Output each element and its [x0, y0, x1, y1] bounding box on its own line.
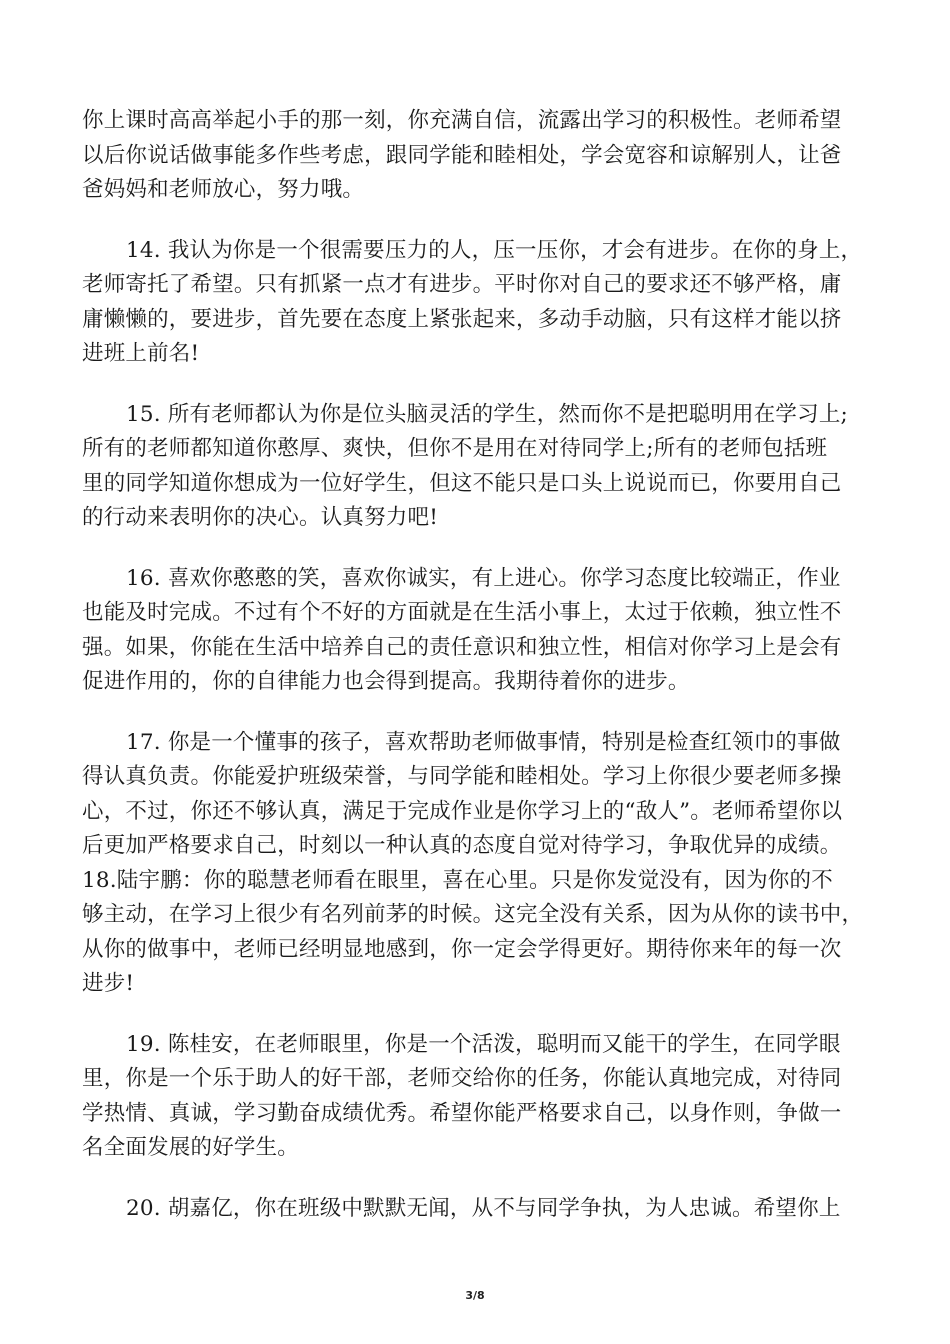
- text-line: 从你的做事中，老师已经明显地感到，你一定会学得更好。期待你来年的每一次: [82, 936, 842, 962]
- text-line: 老师寄托了希望。只有抓紧一点才有进步。平时你对自己的要求还不够严格，庸: [82, 272, 842, 297]
- paragraph-16: [82, 562, 882, 700]
- page-number: 3/8: [465, 1289, 485, 1302]
- text-line: 强。如果，你能在生活中培养自己的责任意识和独立性，相信对你学习上是会有: [82, 634, 842, 660]
- paragraph-spacer: [82, 208, 882, 234]
- paragraph-17-18: [82, 726, 882, 1002]
- text-line: 学热情、真诚，学习勤奋成绩优秀。希望你能严格要求自己，以身作则，争做一: [82, 1100, 842, 1126]
- text-line: 里，你是一个乐于助人的好干部，老师交给你的任务，你能认真地完成，对待同: [82, 1066, 842, 1091]
- paragraph-spacer: [82, 372, 882, 398]
- paragraph-spacer: [82, 700, 882, 726]
- text-line: 17. 你是一个懂事的孩子，喜欢帮助老师做事情，特别是检查红领巾的事做: [126, 729, 841, 755]
- paragraph-19: [82, 1028, 882, 1166]
- text-line: 15. 所有老师都认为你是位头脑灵活的学生，然而你不是把聪明用在学习上;: [126, 401, 848, 427]
- text-line: 促进作用的，你的自律能力也会得到提高。我期待着你的进步。: [82, 669, 690, 694]
- text-line: 得认真负责。你能爱护班级荣誉，与同学能和睦相处。学习上你很少要老师多操: [82, 764, 842, 789]
- text-line: 20. 胡嘉亿，你在班级中默默无闻，从不与同学争执，为人忠诚。希望你上: [126, 1195, 841, 1221]
- text-line: 爸妈妈和老师放心，努力哦。: [82, 177, 365, 202]
- text-line: 进步!: [82, 971, 135, 996]
- text-line: 里的同学知道你想成为一位好学生，但这不能只是口头上说说而已，你要用自己: [82, 470, 842, 496]
- text-line: 16. 喜欢你憨憨的笑，喜欢你诚实，有上进心。你学习态度比较端正，作业: [126, 565, 841, 591]
- paragraph-20: [82, 1192, 882, 1227]
- document-body: [82, 104, 882, 1226]
- text-line: 进班上前名!: [82, 341, 200, 366]
- text-line: 庸懒懒的，要进步，首先要在态度上紧张起来，多动手动脑，只有这样才能以挤: [82, 306, 842, 332]
- text-line: 心，不过，你还不够认真，满足于完成作业是你学习上的“敌人”。老师希望你以: [82, 798, 843, 824]
- paragraph-14: [82, 234, 882, 372]
- text-line: 你上课时高高举起小手的那一刻，你充满自信，流露出学习的积极性。老师希望: [82, 108, 842, 133]
- text-line: 名全面发展的好学生。: [82, 1135, 300, 1160]
- text-line: 所有的老师都知道你憨厚、爽快，但你不是用在对待同学上;所有的老师包括班: [82, 436, 828, 461]
- paragraph-spacer: [82, 1002, 882, 1028]
- paragraph-spacer: [82, 1166, 882, 1192]
- text-line: 后更加严格要求自己，时刻以一种认真的态度自觉对待学习，争取优异的成绩。: [82, 833, 842, 858]
- paragraph-spacer: [82, 536, 882, 562]
- paragraph-15: [82, 398, 882, 536]
- text-line: 19. 陈桂安，在老师眼里，你是一个活泼，聪明而又能干的学生，在同学眼: [126, 1031, 841, 1057]
- paragraph-intro: [82, 104, 882, 208]
- text-line: 够主动，在学习上很少有名列前茅的时候。这完全没有关系，因为从你的读书中，: [82, 902, 864, 927]
- text-line: 14. 我认为你是一个很需要压力的人，压一压你，才会有进步。在你的身上，: [126, 237, 863, 263]
- text-line: 的行动来表明你的决心。认真努力吧!: [82, 505, 439, 530]
- text-line: 也能及时完成。不过有个不好的方面就是在生活小事上，太过于依赖，独立性不: [82, 600, 842, 625]
- text-line: 以后你说话做事能多作些考虑，跟同学能和睦相处，学会宽容和谅解别人，让爸: [82, 142, 842, 168]
- text-line: 18.陆宇鹏：你的聪慧老师看在眼里，喜在心里。只是你发觉没有，因为你的不: [82, 867, 833, 893]
